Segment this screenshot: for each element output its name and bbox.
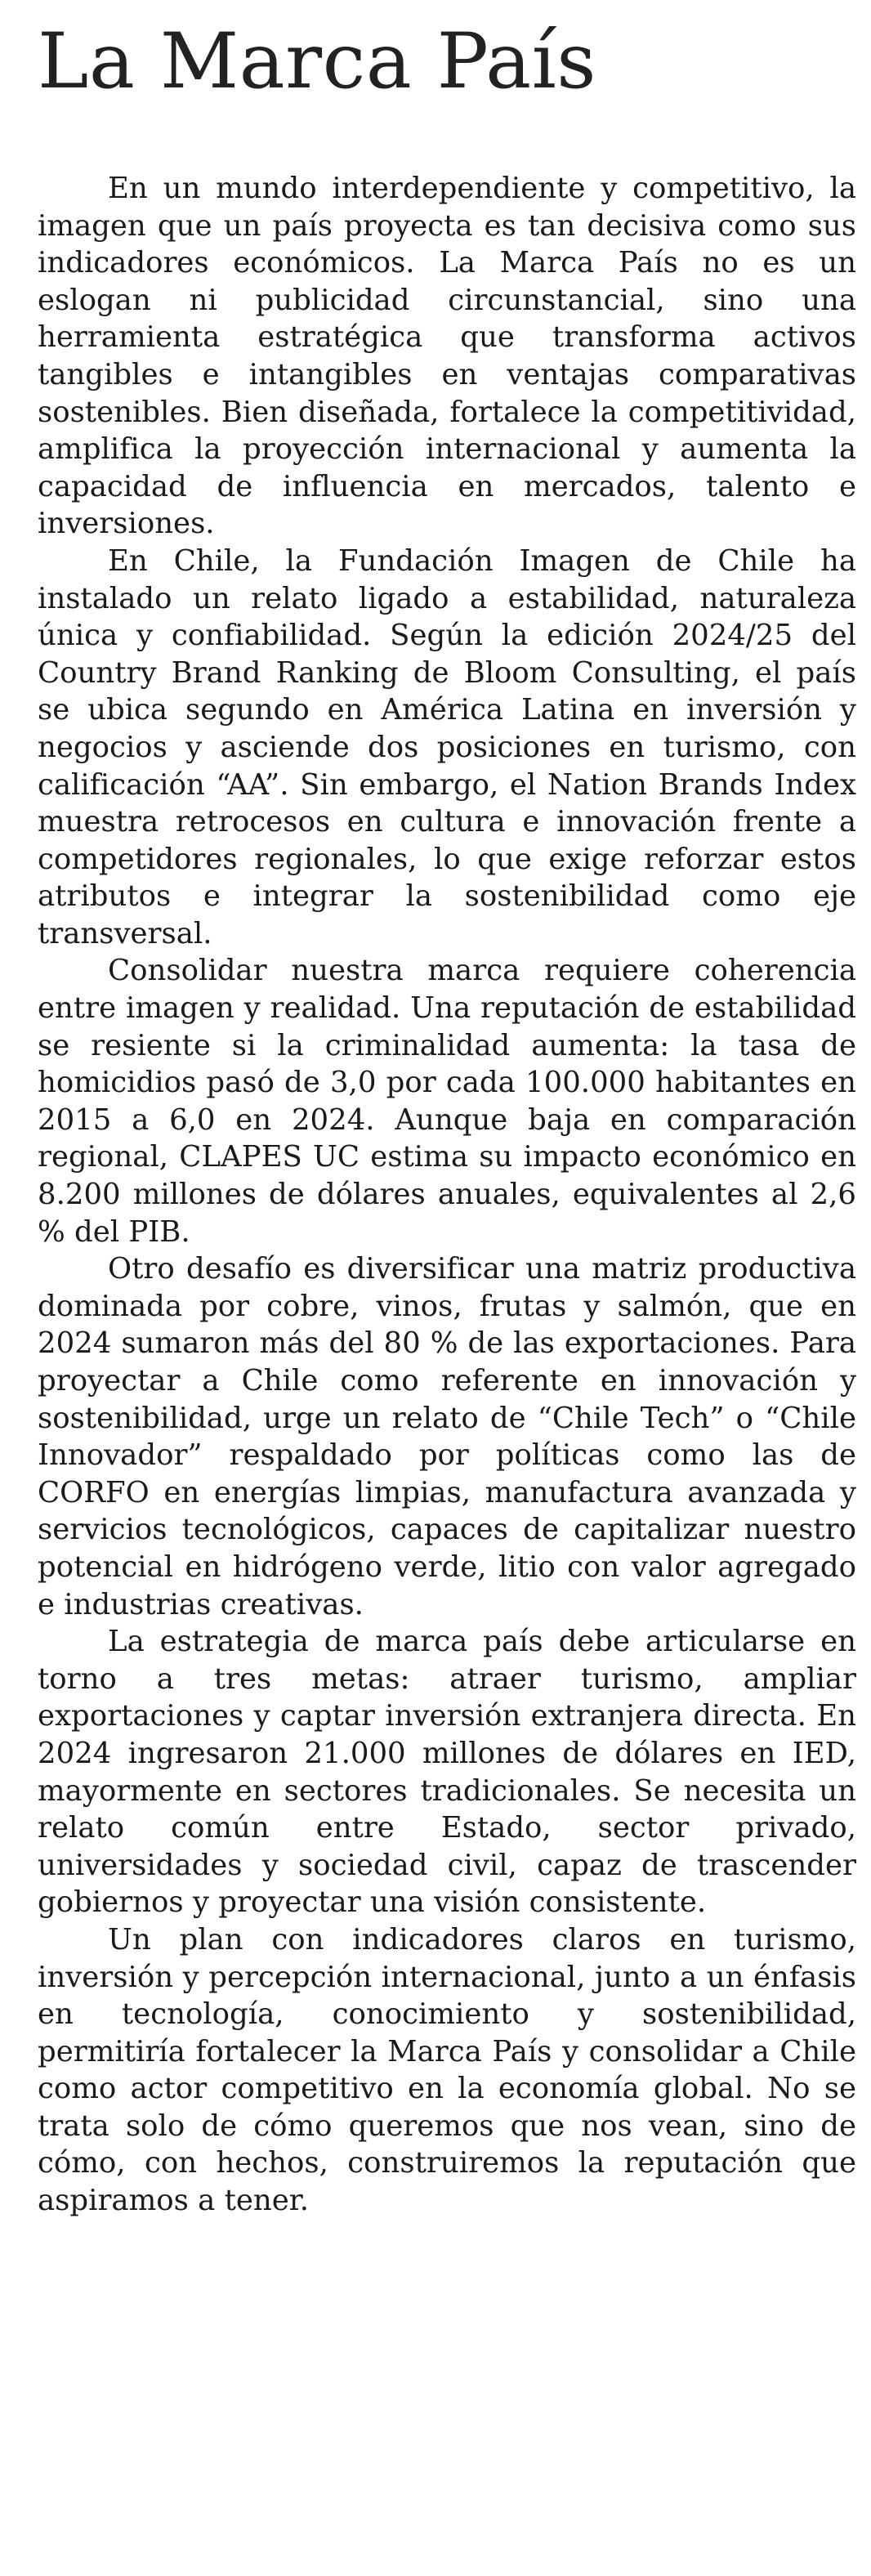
article-paragraph-5: La estrategia de marca país debe articularse en torno a tres metas: atraer turismo, ampliar exportaciones y captar inversión extranjera directa. En 2024 ingresaron 21.000 millones de dólares en IED, mayormente en sectores tradicionales. Se necesita un relato común entre Estado, sector privado, universidades y sociedad civil, capaz de trascender gobiernos y proyectar una visión consistente. <box>38 1625 856 1920</box>
article-paragraph-4: Otro desafío es diversificar una matriz productiva dominada por cobre, vinos, frutas y salmón, que en 2024 sumaron más del 80 % de las exportaciones. Para proyectar a Chile como referente en innovación y sostenibilidad, urge un relato de “Chile Tech” o “Chile Innovador” respaldado por políticas como las de CORFO en energías limpias, manufactura avanzada y servicios tecnológicos, capaces de capitalizar nuestro potencial en hidrógeno verde, litio con valor agregado e industrias creativas. <box>38 1252 856 1621</box>
article-paragraph-2: En Chile, la Fundación Imagen de Chile ha instalado un relato ligado a estabilidad, naturaleza única y confiabilidad. Según la edición 2024/25 del Country Brand Ranking de Bloom Consulting, el país se ubica segundo en América Latina en inversión y negocios y asciende dos posiciones en turismo, con calificación “AA”. Sin embargo, el Nation Brands Index muestra retrocesos en cultura e innovación frente a competidores regionales, lo que exige reforzar estos atributos e integrar la sostenibilidad como eje transversal. <box>38 543 856 950</box>
article-body <box>38 170 856 2220</box>
article-paragraph-3: Consolidar nuestra marca requiere coherencia entre imagen y realidad. Una reputación de estabilidad se resiente si la criminalidad aumenta: la tasa de homicidios pasó de 3,0 por cada 100.000 habitantes en 2015 a 6,0 en 2024. Aunque baja en comparación regional, CLAPES UC estima su impacto económico en 8.200 millones de dólares anuales, equivalentes al 2,6 % del PIB. <box>38 954 856 1249</box>
article-paragraph-6: Un plan con indicadores claros en turismo, inversión y percepción internacional, junto a un énfasis en tecnología, conocimiento y sostenibilidad, permitiría fortalecer la Marca País y consolidar a Chile como actor competitivo en la economía global. No se trata solo de cómo queremos que nos vean, sino de cómo, con hechos, construiremos la reputación que aspiramos a tener. <box>38 1922 856 2218</box>
article-paragraph-1: En un mundo interdependiente y competitivo, la imagen que un país proyecta es tan decisiva como sus indicadores económicos. La Marca País no es un eslogan ni publicidad circunstancial, sino una herramienta estratégica que transforma activos tangibles e intangibles en ventajas comparativas sostenibles. Bien diseñada, fortalece la competitividad, amplifica la proyección internacional y aumenta la capacidad de influencia en mercados, talento e inversiones. <box>38 172 856 541</box>
article-title: La Marca País <box>38 17 597 106</box>
